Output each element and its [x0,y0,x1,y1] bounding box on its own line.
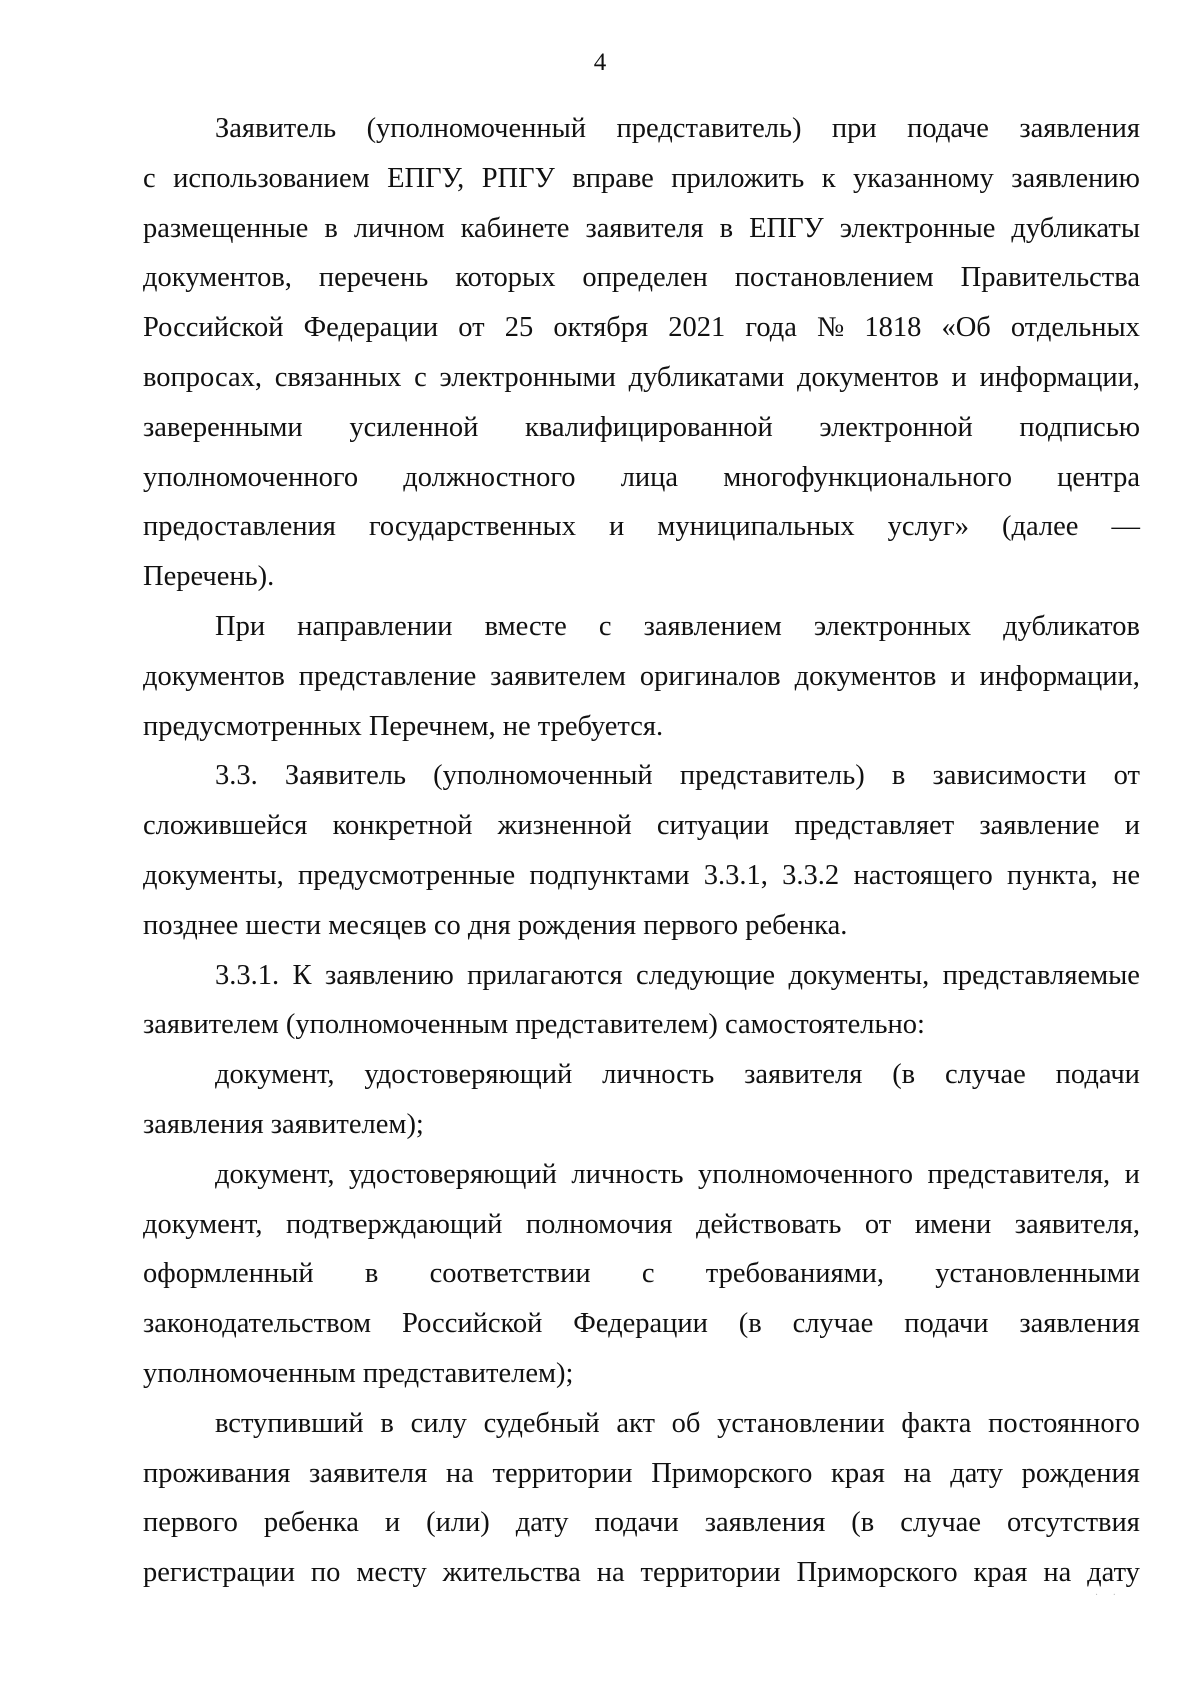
text-line: документов представление заявителем оригиналов документов и информации, [143,660,1140,692]
paragraph [143,602,1140,751]
text-line: вопросах, связанных с электронными дубликатами документов и информации, [143,361,1140,393]
paragraph [143,951,1140,1051]
scan-speck-mark: · · [1094,1590,1122,1601]
text-line: сложившейся конкретной жизненной ситуации представляет заявление и [143,810,1140,842]
text-line: уполномоченного должностного лица многофункционального центра [143,461,1140,493]
text-line: с использованием ЕПГУ, РПГУ вправе приложить к указанному заявлению [143,162,1140,194]
text-line: законодательством Российской Федерации (в случае подачи заявления [143,1308,1140,1340]
text-line: документы, предусмотренные подпунктами 3.3.1, 3.3.2 настоящего пункта, не [143,859,1140,891]
text-line: предоставления государственных и муниципальных услуг» (далее — [143,511,1140,543]
text-line: документ, удостоверяющий личность уполномоченного представителя, и [215,1158,1140,1190]
paragraph [143,104,1140,602]
text-line: Заявитель (уполномоченный представитель) при подаче заявления [215,113,1140,144]
text-line: вступивший в силу судебный акт об установлении факта постоянного [215,1407,1140,1439]
text-line: документов, перечень которых определен постановлением Правительства [143,262,1140,294]
text-line: проживания заявителя на территории Приморского края на дату рождения [143,1457,1140,1489]
paragraph [143,1399,1140,1598]
text-line: предусмотренных Перечнем, не требуется. [143,710,664,742]
text-line: Российской Федерации от 25 октября 2021 года № 1818 «Об отдельных [143,312,1140,344]
text-line: При направлении вместе с заявлением электронных дубликатов [215,610,1140,642]
page-number: 4 [593,49,607,76]
text-line: первого ребенка и (или) дату подачи заявления (в случае отсутствия [143,1507,1140,1539]
document-body [143,104,1140,1598]
paragraph [143,1150,1140,1399]
text-line: позднее шести месяцев со дня рождения первого ребенка. [143,909,848,941]
paragraph [143,1050,1140,1150]
text-line: оформленный в соответствии с требованиями, установленными [143,1258,1140,1290]
paragraph [143,751,1140,950]
text-line: заявителем (уполномоченным представителем) самостоятельно: [143,1009,925,1041]
text-line: 3.3.1. К заявлению прилагаются следующие документы, представляемые [215,959,1140,991]
text-line: Перечень). [143,561,275,593]
text-line: размещенные в личном кабинете заявителя в ЕПГУ электронные дубликаты [143,212,1140,244]
text-line: заверенными усиленной квалифицированной электронной подписью [143,411,1140,443]
text-line: уполномоченным представителем); [143,1357,574,1389]
text-line: заявления заявителем); [143,1108,424,1140]
text-line: 3.3. Заявитель (уполномоченный представитель) в зависимости от [215,760,1140,792]
text-line: документ, удостоверяющий личность заявителя (в случае подачи [215,1059,1140,1091]
text-line: регистрации по месту жительства на территории Приморского края на дату [143,1557,1140,1589]
text-line: документ, подтверждающий полномочия действовать от имени заявителя, [143,1208,1140,1240]
